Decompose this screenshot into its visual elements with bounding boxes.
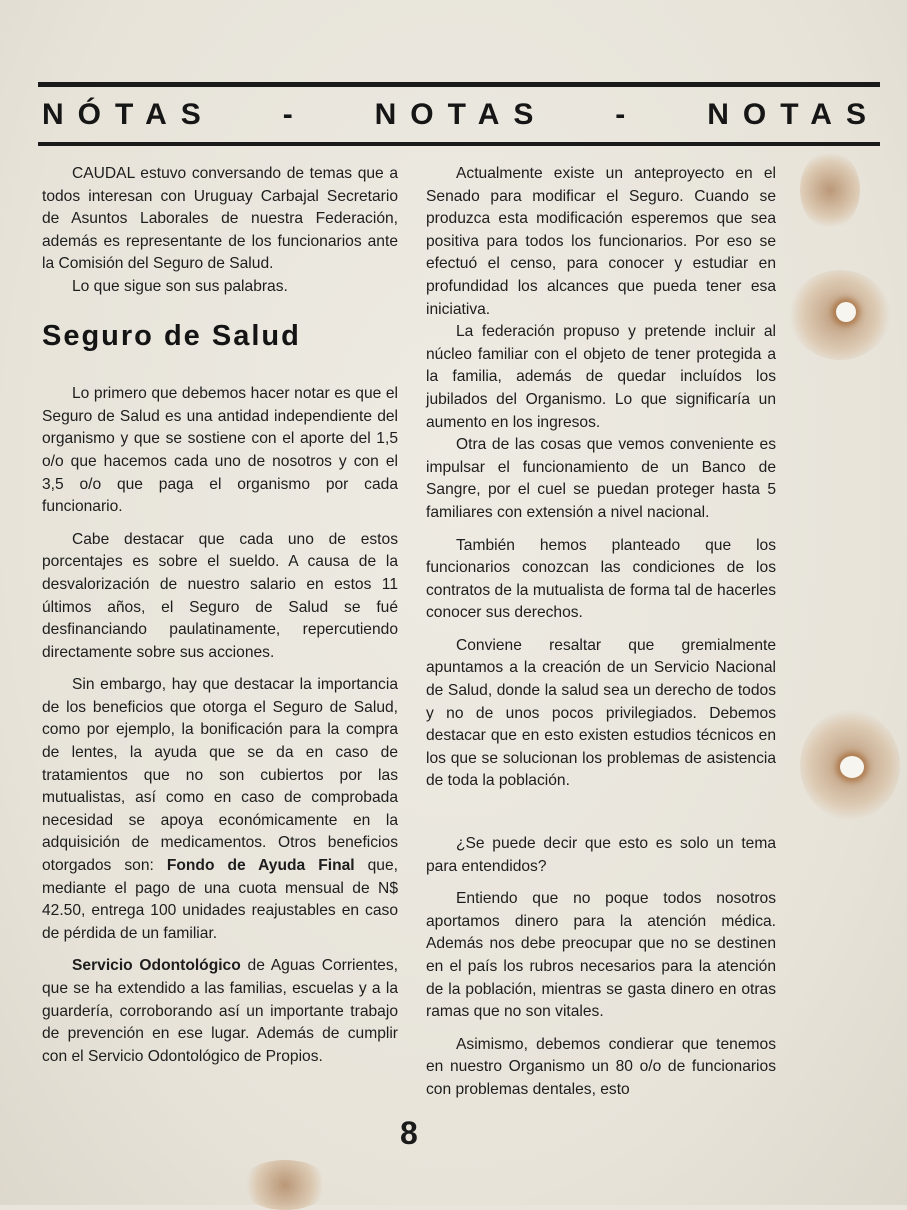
body-paragraph: También hemos planteado que los funcionarios conozcan las condiciones de los contratos de la mutualista de forma tal de hacerles conocer sus derechos. xyxy=(426,536,776,622)
body-paragraph: Cabe destacar que cada uno de estos porcentajes es sobre el sueldo. A causa de la desvalorización de nuestro salario en estos 11 últimos años, el Seguro de Salud se fué desfinanciando paulatinamente, repercutiendo directamente sobre sus acciones. xyxy=(42,530,398,661)
body-paragraph: Entiendo que no poque todos nosotros aportamos dinero para la atención médica. Además nos debe preocupar que no se destinen en el país los rubros necesarios para la atención de la población, mientras se gasta dinero en otras ramas que no son vitales. xyxy=(426,890,776,1021)
banner-dash-2: - xyxy=(615,98,640,131)
intro-paragraph: CAUDAL estuvo conversando de temas que a todos interesan con Uruguay Carbajal Secretario de Asuntos Laborales de nuestra Federación, además es representante de los funcionarios ante la Comisión del Seguro de Salud. xyxy=(42,165,398,273)
body-paragraph: Actualmente existe un anteproyecto en el Senado para modificar el Seguro. Cuando se produzca esta modificación esperemos que sea positiva para todos los funcionarios. Por eso se efectuó el censo, para conocer y estudiar en profundidad los alcances que pueda tener esa iniciativa. xyxy=(426,165,776,318)
interview-question: ¿Se puede decir que esto es solo un tema para entendidos? xyxy=(426,835,776,875)
odontologico-text: de Aguas Corrientes, que se ha extendido a las familias, escuelas y a la guardería, corroborando así un importante trabajo de prevención en ese lugar. Además de cumplir con el Servicio Odontológico de Propios. xyxy=(42,957,398,1065)
body-paragraph: Conviene resaltar que gremialmente apuntamos a la creación de un Servicio Nacional de Salud, donde la salud sea un derecho de todos y no de unos pocos privilegiados. Debemos destacar que en esto existen estudios técnicos en los que se solucionan los problemas de asistencia de toda la población. xyxy=(426,636,776,790)
benefits-text: Sin embargo, hay que destacar la importancia de los beneficios que otorga el Seguro de Salud, como por ejemplo, la bonificación para la compra de lentes, la ayuda que se da en caso de tratamientos que no son cubiertos por las mutualistas, así como en caso de comprobada necesidad se apoya económicamente en la adquisición de medicamentos. Otros beneficios otorgados son: xyxy=(42,676,398,875)
body-paragraph: La federación propuso y pretende incluir al núcleo familiar con el objeto de tener protegida a la familia, además de quedar incluídos los jubilados del Organismo. Lo que significaría un aumento en los ingresos. xyxy=(426,323,776,431)
body-paragraph: Lo primero que debemos hacer notar es que el Seguro de Salud es una antidad independiente del organismo y que se sostiene con el aporte del 1,5 o/o que hacemos cada uno de nosotros y con el 3,5 o/o que paga el organismo por cada funcionario. xyxy=(42,385,398,516)
body-paragraph: Otra de las cosas que vemos conveniente es impulsar el funcionamiento de un Banco de Sangre, por el cuel se puedan proteger hasta 5 familiares con extensión a nivel nacional. xyxy=(426,436,776,521)
banner-bottom-rule xyxy=(38,142,880,146)
fondo-ayuda-final-term: Fondo de Ayuda Final xyxy=(166,857,355,875)
servicio-odontologico-term: Servicio Odontológico xyxy=(72,957,241,975)
fondo-ayuda-text: que, mediante el pago de una cuota mensual de N$ 42.50, entrega 100 unidades reajustables en caso de pérdida de un familiar. xyxy=(42,857,398,942)
intro-paragraph-2: Lo que sigue son sus palabras. xyxy=(72,277,288,295)
body-paragraph xyxy=(42,674,398,945)
paper-burn-hole xyxy=(840,756,864,778)
banner-word-2: NOTAS xyxy=(374,98,548,131)
body-paragraph xyxy=(42,955,398,1068)
paper-stain xyxy=(800,150,860,230)
banner-top-rule xyxy=(38,82,880,87)
section-heading: Seguro de Salud xyxy=(42,319,301,352)
right-column xyxy=(426,163,776,1102)
body-paragraph: Asimismo, debemos condierar que tenemos en nuestro Organismo un 80 o/o de funcionarios con problemas dentales, esto xyxy=(426,1035,776,1098)
banner-word-3: NOTAS xyxy=(707,98,880,131)
banner-dash-1: - xyxy=(282,98,307,131)
page-number: 8 xyxy=(400,1115,418,1151)
paper-burn-hole xyxy=(836,302,856,322)
left-column xyxy=(42,163,398,1068)
banner-word-1: NÓTAS xyxy=(42,98,215,131)
paper-stain xyxy=(240,1160,330,1210)
notas-banner xyxy=(42,92,880,138)
